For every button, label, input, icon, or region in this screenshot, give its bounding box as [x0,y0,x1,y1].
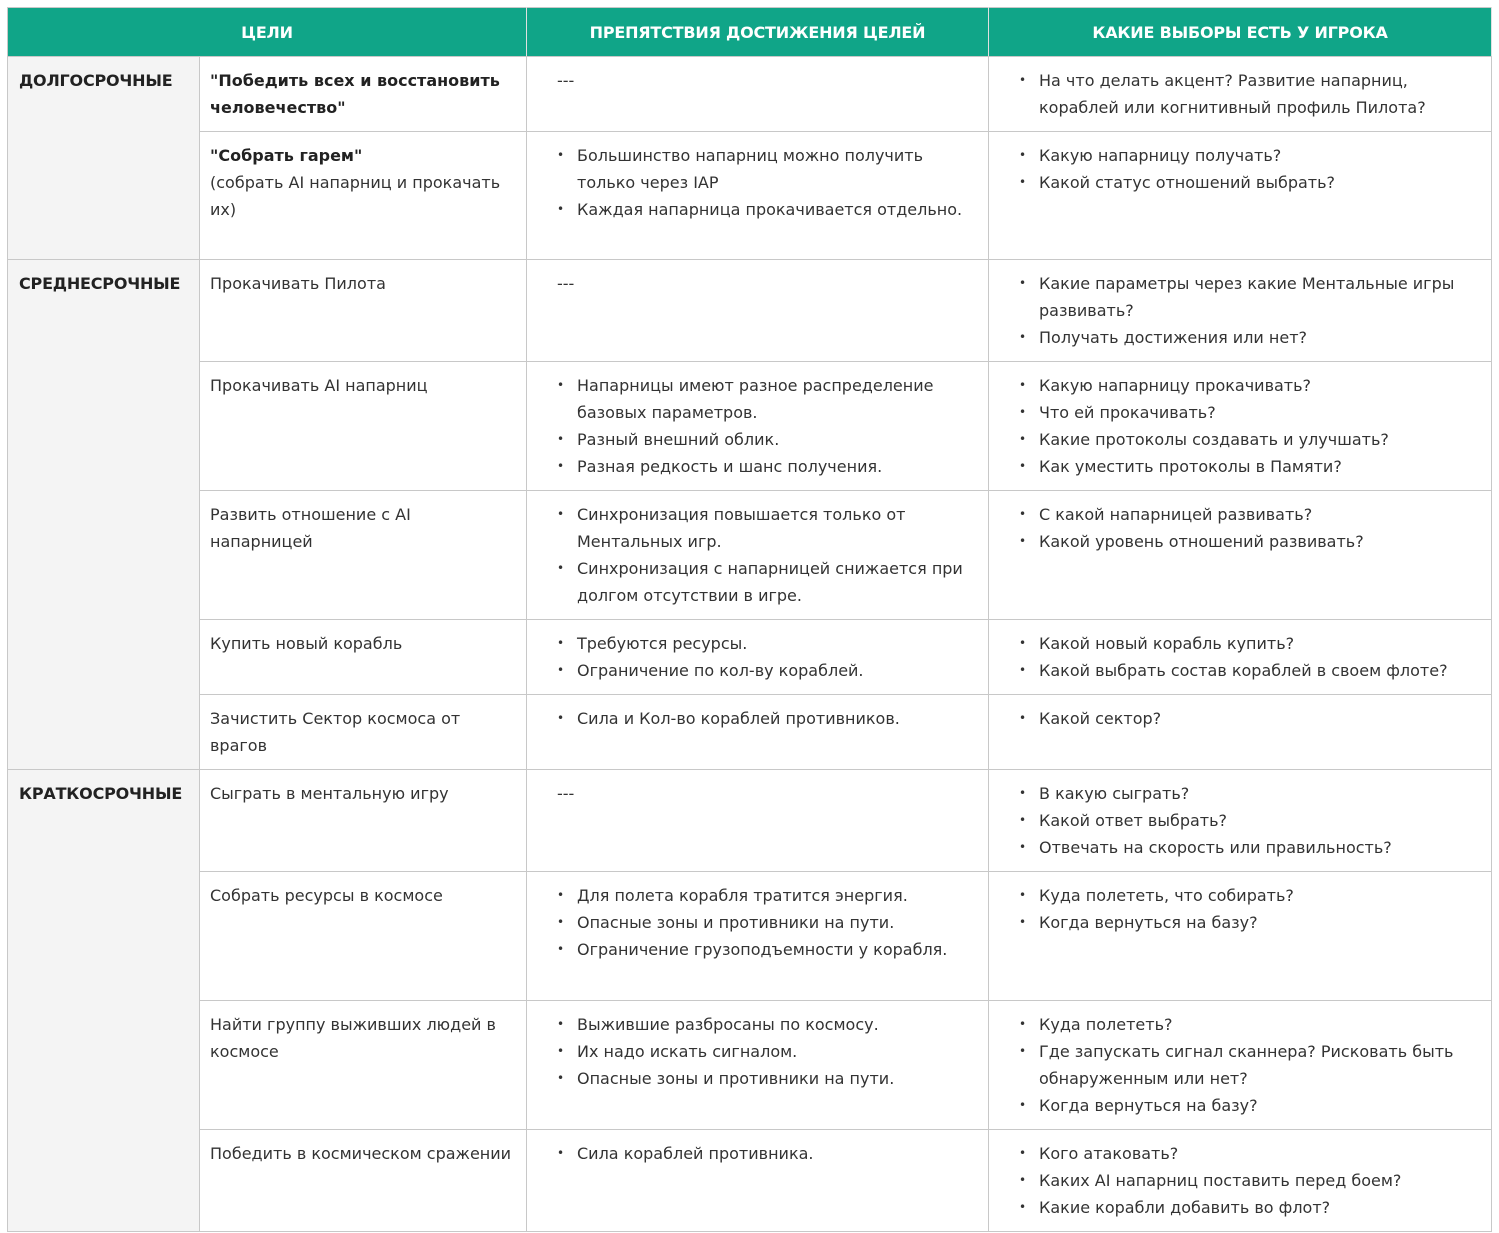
choice-item [1019,270,1481,324]
obstacle-text: Сила и Кол-во кораблей противников. [577,709,900,728]
obstacle-text: Синхронизация с напарницей снижается при долгом отсутствии в игре. [577,559,963,605]
obstacles-cell [527,695,989,770]
goal-text: Победить в космическом сражении [210,1144,512,1163]
term-cell: КРАТКОСРОЧНЫЕ [8,770,200,1232]
obstacle-list [557,630,978,684]
header-choices: КАКИЕ ВЫБОРЫ ЕСТЬ У ИГРОКА [989,8,1492,57]
goal-text: Прокачивать Пилота [210,274,386,293]
obstacle-item [557,1140,978,1167]
choice-text: Как уместить протоколы в Памяти? [1039,457,1342,476]
bullet-icon: • [557,459,565,473]
goal-cell [200,872,527,1001]
goal-title: "Победить всех и восстановить человечество" [210,71,500,117]
header-goals: ЦЕЛИ [8,8,527,57]
bullet-icon: • [1019,813,1027,827]
obstacle-item [557,555,978,609]
table-row [8,1130,1492,1232]
obstacle-text: Разный внешний облик. [577,430,780,449]
obstacle-list [557,372,978,480]
choice-item [1019,169,1481,196]
obstacle-text: Каждая напарница прокачивается отдельно. [577,200,963,219]
choice-item [1019,453,1481,480]
obstacle-item [557,1065,978,1092]
choice-text: Где запускать сигнал сканнера? Рисковать быть обнаруженным или нет? [1039,1042,1454,1088]
choice-list [1019,142,1481,196]
choice-text: Какой выбрать состав кораблей в своем флоте? [1039,661,1448,680]
choice-text: Что ей прокачивать? [1039,403,1216,422]
bullet-icon: • [1019,1098,1027,1112]
obstacle-text: Ограничение грузоподъемности у корабля. [577,940,948,959]
bullet-icon: • [1019,786,1027,800]
choice-text: Какие протоколы создавать и улучшать? [1039,430,1389,449]
obstacles-cell [527,57,989,132]
choice-item [1019,528,1481,555]
choice-text: Какой сектор? [1039,709,1162,728]
obstacle-text: Большинство напарниц можно получить только через IAP [577,146,924,192]
choice-item [1019,1011,1481,1038]
obstacles-cell [527,132,989,260]
choice-item [1019,1092,1481,1119]
obstacle-item [557,1038,978,1065]
goal-cell [200,695,527,770]
obstacle-text: Сила кораблей противника. [577,1144,814,1163]
table-header [8,8,1492,57]
obstacle-item [557,372,978,426]
table-row [8,491,1492,620]
obstacle-item [557,705,978,732]
obstacles-cell [527,1001,989,1130]
choice-text: Каких AI напарниц поставить перед боем? [1039,1171,1402,1190]
choice-text: Какие корабли добавить во флот? [1039,1198,1331,1217]
goal-text: Прокачивать AI напарниц [210,376,428,395]
choices-cell [989,57,1492,132]
obstacle-item [557,909,978,936]
bullet-icon: • [1019,888,1027,902]
obstacle-list [557,705,978,732]
choice-item [1019,501,1481,528]
goal-cell [200,260,527,362]
choices-cell [989,1001,1492,1130]
goal-cell [200,620,527,695]
empty-dash: --- [557,784,575,803]
obstacle-list [557,1140,978,1167]
obstacle-list [557,501,978,609]
obstacle-item [557,630,978,657]
choices-cell [989,872,1492,1001]
bullet-icon: • [1019,663,1027,677]
bullet-icon: • [557,1044,565,1058]
choice-item [1019,426,1481,453]
choice-item [1019,372,1481,399]
bullet-icon: • [557,1017,565,1031]
choice-list [1019,67,1481,121]
goal-cell [200,491,527,620]
bullet-icon: • [1019,840,1027,854]
bullet-icon: • [557,507,565,521]
bullet-icon: • [1019,148,1027,162]
table-row [8,260,1492,362]
table-row [8,132,1492,260]
choice-list [1019,882,1481,936]
choice-list [1019,705,1481,732]
bullet-icon: • [1019,1173,1027,1187]
choice-text: Какую напарницу прокачивать? [1039,376,1312,395]
choices-cell [989,362,1492,491]
choice-item [1019,1140,1481,1167]
choices-cell [989,491,1492,620]
obstacle-item [557,882,978,909]
goals-table [7,7,1492,1232]
choice-list [1019,630,1481,684]
choice-list [1019,1140,1481,1221]
choice-text: Какие параметры через какие Ментальные игры развивать? [1039,274,1455,320]
bullet-icon: • [1019,378,1027,392]
empty-dash: --- [557,71,575,90]
bullet-icon: • [1019,432,1027,446]
table-row [8,362,1492,491]
choice-text: Какую напарницу получать? [1039,146,1282,165]
choice-item [1019,630,1481,657]
bullet-icon: • [557,663,565,677]
goal-cell [200,1001,527,1130]
table-row [8,57,1492,132]
empty-dash: --- [557,274,575,293]
goal-text: Собрать ресурсы в космосе [210,886,443,905]
bullet-icon: • [557,1146,565,1160]
bullet-icon: • [557,888,565,902]
bullet-icon: • [1019,1146,1027,1160]
choice-text: Какой новый корабль купить? [1039,634,1295,653]
choice-list [1019,501,1481,555]
choice-text: Кого атаковать? [1039,1144,1179,1163]
table-body [8,57,1492,1232]
obstacle-list [557,882,978,963]
bullet-icon: • [1019,1200,1027,1214]
obstacle-item [557,453,978,480]
header-obstacles: ПРЕПЯТСТВИЯ ДОСТИЖЕНИЯ ЦЕЛЕЙ [527,8,989,57]
bullet-icon: • [1019,534,1027,548]
bullet-icon: • [1019,276,1027,290]
obstacle-text: Опасные зоны и противники на пути. [577,913,895,932]
obstacle-text: Для полета корабля тратится энергия. [577,886,908,905]
bullet-icon: • [557,148,565,162]
bullet-icon: • [1019,711,1027,725]
table-row [8,620,1492,695]
bullet-icon: • [557,1071,565,1085]
bullet-icon: • [1019,636,1027,650]
goal-cell [200,57,527,132]
choice-item [1019,705,1481,732]
choice-item [1019,399,1481,426]
goal-cell [200,770,527,872]
obstacle-text: Выжившие разбросаны по космосу. [577,1015,879,1034]
obstacles-cell [527,770,989,872]
table-row [8,695,1492,770]
obstacle-item [557,1011,978,1038]
choice-list [1019,372,1481,480]
bullet-icon: • [1019,405,1027,419]
obstacle-text: Их надо искать сигналом. [577,1042,798,1061]
choice-text: С какой напарницей развивать? [1039,505,1313,524]
goal-text: Развить отношение с AI напарницей [210,505,411,551]
obstacle-list [557,142,978,223]
choice-list [1019,1011,1481,1119]
obstacles-cell [527,260,989,362]
bullet-icon: • [557,561,565,575]
bullet-icon: • [1019,73,1027,87]
bullet-icon: • [557,915,565,929]
bullet-icon: • [1019,915,1027,929]
obstacles-cell [527,362,989,491]
bullet-icon: • [1019,459,1027,473]
goal-text: Сыграть в ментальную игру [210,784,449,803]
choices-cell [989,1130,1492,1232]
bullet-icon: • [1019,507,1027,521]
bullet-icon: • [1019,330,1027,344]
choice-text: Какой статус отношений выбрать? [1039,173,1336,192]
bullet-icon: • [557,636,565,650]
obstacles-cell [527,872,989,1001]
goal-title: "Собрать гарем" [210,146,363,165]
choice-item [1019,780,1481,807]
choices-cell [989,260,1492,362]
bullet-icon: • [557,202,565,216]
bullet-icon: • [557,432,565,446]
choices-cell [989,695,1492,770]
term-cell: СРЕДНЕСРОЧНЫЕ [8,260,200,770]
choices-cell [989,770,1492,872]
obstacle-list [557,1011,978,1092]
choice-text: Отвечать на скорость или правильность? [1039,838,1392,857]
goal-text: Купить новый корабль [210,634,403,653]
table-row [8,872,1492,1001]
obstacle-item [557,142,978,196]
bullet-icon: • [557,942,565,956]
bullet-icon: • [557,378,565,392]
choices-cell [989,620,1492,695]
bullet-icon: • [1019,175,1027,189]
goal-text: Найти группу выживших людей в космосе [210,1015,496,1061]
obstacle-item [557,501,978,555]
choice-item [1019,909,1481,936]
obstacle-text: Напарницы имеют разное распределение базовых параметров. [577,376,934,422]
choice-item [1019,324,1481,351]
choice-text: Куда полететь, что собирать? [1039,886,1294,905]
obstacle-item [557,196,978,223]
obstacles-cell [527,1130,989,1232]
choice-item [1019,1167,1481,1194]
choice-item [1019,67,1481,121]
table-row [8,1001,1492,1130]
obstacle-item [557,426,978,453]
choice-text: Куда полететь? [1039,1015,1173,1034]
choices-cell [989,132,1492,260]
obstacle-item [557,936,978,963]
obstacle-text: Синхронизация повышается только от Ментальных игр. [577,505,906,551]
obstacle-text: Требуются ресурсы. [577,634,748,653]
choice-text: Получать достижения или нет? [1039,328,1308,347]
goal-text: Зачистить Сектор космоса от врагов [210,709,461,755]
bullet-icon: • [1019,1017,1027,1031]
choice-text: Какой ответ выбрать? [1039,811,1228,830]
choice-item [1019,807,1481,834]
choice-text: Когда вернуться на базу? [1039,913,1258,932]
choice-item [1019,834,1481,861]
choice-text: Когда вернуться на базу? [1039,1096,1258,1115]
choice-list [1019,270,1481,351]
table-row [8,770,1492,872]
choice-item [1019,882,1481,909]
choice-item [1019,1194,1481,1221]
choice-text: Какой уровень отношений развивать? [1039,532,1364,551]
obstacle-text: Разная редкость и шанс получения. [577,457,883,476]
choice-item [1019,657,1481,684]
choice-text: В какую сыграть? [1039,784,1190,803]
term-cell: ДОЛГОСРОЧНЫЕ [8,57,200,260]
obstacle-item [557,657,978,684]
choice-item [1019,1038,1481,1092]
obstacles-cell [527,491,989,620]
choice-item [1019,142,1481,169]
goal-cell [200,1130,527,1232]
choice-list [1019,780,1481,861]
goal-note: (собрать AI напарниц и прокачать их) [210,173,501,219]
obstacles-cell [527,620,989,695]
choice-text: На что делать акцент? Развитие напарниц, кораблей или когнитивный профиль Пилота? [1039,71,1426,117]
goal-cell [200,132,527,260]
obstacle-text: Опасные зоны и противники на пути. [577,1069,895,1088]
bullet-icon: • [557,711,565,725]
bullet-icon: • [1019,1044,1027,1058]
goal-cell [200,362,527,491]
obstacle-text: Ограничение по кол-ву кораблей. [577,661,864,680]
